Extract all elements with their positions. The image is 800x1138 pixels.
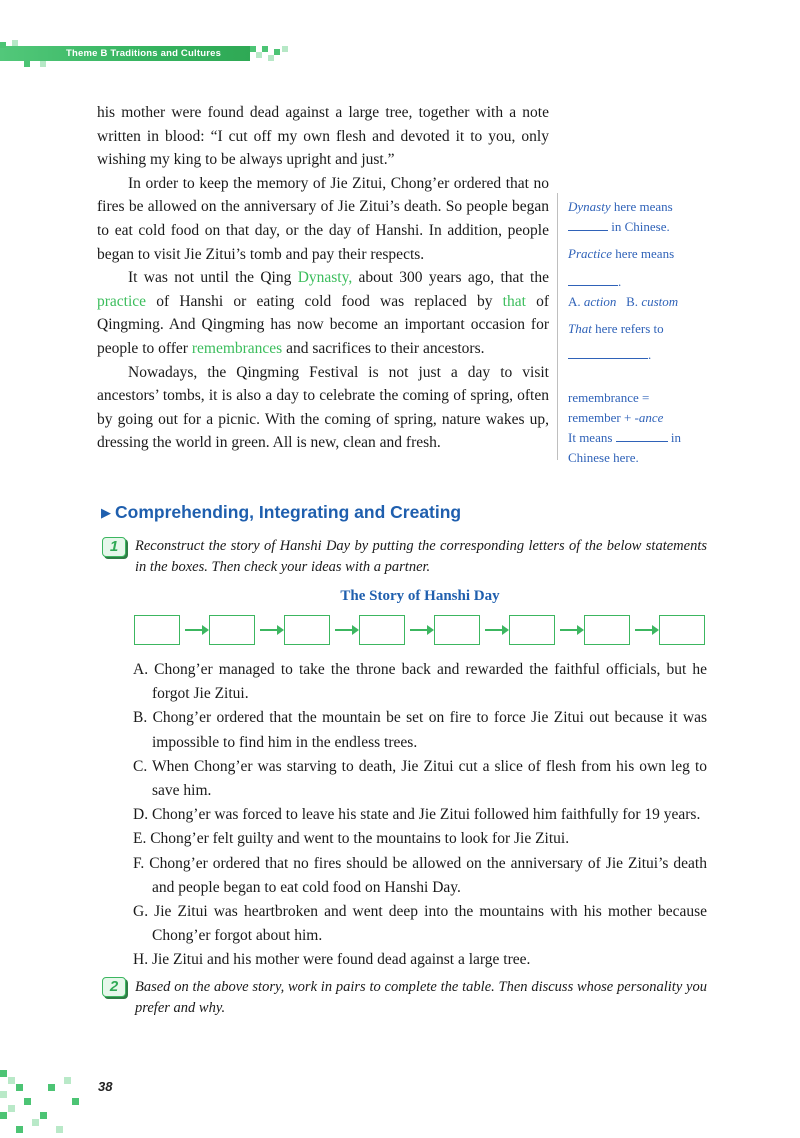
note-text: in Chinese.: [608, 219, 670, 234]
pixel-decoration: [24, 61, 30, 67]
arrow-right-icon: [560, 629, 582, 631]
fill-blank[interactable]: [568, 347, 648, 359]
fill-blank[interactable]: [568, 219, 608, 231]
statement-e: E. Chong’er felt guilty and went to the mountains to look for Jie Zitui.: [133, 830, 570, 848]
page-number: 38: [98, 1079, 113, 1094]
note-text: .: [618, 274, 622, 289]
option-b: custom: [641, 294, 679, 309]
triangle-marker-icon: ▶: [101, 505, 111, 520]
note-that: [568, 319, 708, 365]
statement-g: G. Jie Zitui was heartbroken and went deep into the mountains with his mother because Chong’er forgot about him.: [133, 903, 707, 945]
statement-c: C. When Chong’er was starving to death, Jie Zitui cut a slice of flesh from his own leg to save him.: [133, 757, 707, 800]
answer-box-5[interactable]: [434, 615, 480, 645]
keyword-dynasty: Dynasty,: [297, 269, 353, 287]
pixel-decoration: [282, 46, 288, 52]
note-term: Dynasty: [568, 199, 611, 214]
fill-blank[interactable]: [616, 430, 668, 442]
note-text: here refers to: [591, 321, 664, 336]
statement-b: B. Chong’er ordered that the mountain be set on fire to force Jie Zitui out because it was impossible to find him in the endless trees.: [133, 709, 707, 751]
statement-list: [133, 658, 707, 973]
note-remembrance: [568, 388, 708, 468]
paragraph-3: [97, 266, 549, 360]
pixel-decoration: [0, 42, 6, 48]
answer-box-7[interactable]: [584, 615, 630, 645]
arrow-right-icon: [335, 629, 357, 631]
option-b-label: B.: [626, 294, 642, 309]
arrow-right-icon: [185, 629, 207, 631]
note-text: remembrance =: [568, 390, 650, 405]
pixel-decoration: [274, 49, 280, 55]
paragraph-3-text: It was not until the Qing: [128, 269, 298, 287]
fill-blank[interactable]: [568, 274, 618, 286]
side-notes: [568, 197, 708, 468]
note-term: Practice: [568, 246, 613, 261]
answer-box-2[interactable]: [209, 615, 255, 645]
answer-box-8[interactable]: [659, 615, 705, 645]
pixel-decoration: [268, 55, 274, 61]
paragraph-3-text: about 300 years ago, that the: [352, 269, 549, 287]
task-1-instruction: Reconstruct the story of Hanshi Day by putting the corresponding letters of the below statements in the boxes. Then check your ideas with a partner.: [135, 538, 707, 575]
pixel-decoration: [40, 61, 46, 67]
keyword-practice: practice: [97, 292, 147, 310]
pixel-decoration: [262, 46, 268, 52]
note-dynasty: [568, 197, 708, 237]
task-2-number-badge: 2: [102, 977, 126, 997]
statement-d: D. Chong’er was forced to leave his state and Jie Zitui followed him faithfully for 19 years.: [133, 806, 701, 824]
keyword-remembrances: remembrances: [191, 339, 283, 357]
note-text: remember +: [568, 410, 635, 425]
paragraph-1: his mother were found dead against a large tree, together with a note written in blood: “I cut off my own flesh and devoted it to you, only wishing my king to be always upright and just.”: [97, 104, 549, 169]
pixel-decoration: [256, 52, 262, 58]
option-a-label: A.: [568, 294, 584, 309]
note-text: here means: [612, 246, 675, 261]
story-diagram-title: The Story of Hanshi Day: [340, 588, 500, 604]
note-text: Chinese here.: [568, 450, 639, 465]
reading-passage: [97, 101, 549, 455]
paragraph-3-text: and sacrifices to their ancestors.: [282, 339, 485, 357]
note-term: That: [568, 321, 592, 336]
answer-box-3[interactable]: [284, 615, 330, 645]
keyword-that: that: [502, 292, 526, 310]
statement-h: H. Jie Zitui and his mother were found dead against a large tree.: [133, 951, 531, 969]
arrow-right-icon: [260, 629, 282, 631]
note-text: here means: [610, 199, 673, 214]
side-notes-divider: [557, 193, 558, 460]
arrow-right-icon: [485, 629, 507, 631]
sequence-box-row: [134, 615, 708, 647]
note-text: .: [648, 347, 652, 362]
pixel-decoration: [12, 40, 18, 46]
option-a: action: [583, 294, 617, 309]
paragraph-2: In order to keep the memory of Jie Zitui, Chong’er ordered that no fires be allowed on the anniversary of Jie Zitui’s death. So people began to eat cold food on that day, or the day of Hanshi. In addition, people began to visit Jie Zitui’s tomb and pay their respects.: [97, 174, 549, 263]
arrow-right-icon: [410, 629, 432, 631]
paragraph-3-text: of Qingming. And Qingming has now become an important occasion for people to offer: [97, 292, 549, 357]
theme-header-bar: [0, 42, 300, 68]
note-text: in: [667, 430, 682, 445]
statement-f: F. Chong’er ordered that no fires should be allowed on the anniversary of Jie Zitui’s death and people began to eat cold food on Hanshi Day.: [133, 854, 707, 896]
section-title: Comprehending, Integrating and Creating: [115, 502, 462, 522]
task-2-instruction: Based on the above story, work in pairs to complete the table. Then discuss whose personality you prefer and why.: [135, 979, 707, 1016]
statement-a: A. Chong’er managed to take the throne back and rewarded the faithful officials, but he forgot Jie Zitui.: [133, 661, 707, 703]
answer-box-4[interactable]: [359, 615, 405, 645]
paragraph-4: Nowadays, the Qingming Festival is not just a day to visit ancestors’ tombs, it is also a day to celebrate the coming of spring, often by going out for a picnic. With the coming of spring, nature wakes up, dressing the world in green. All is new, clean and fresh.: [97, 363, 549, 452]
note-text: It means: [568, 430, 616, 445]
theme-label: Theme B Traditions and Cultures: [66, 48, 222, 59]
task-1-number-badge: 1: [102, 537, 126, 557]
section-heading: [101, 502, 461, 523]
paragraph-3-text: of Hanshi or eating cold food was replaced by: [146, 292, 503, 310]
answer-box-1[interactable]: [134, 615, 180, 645]
note-suffix: -ance: [634, 410, 664, 425]
note-practice: [568, 244, 708, 312]
arrow-right-icon: [635, 629, 657, 631]
answer-box-6[interactable]: [509, 615, 555, 645]
